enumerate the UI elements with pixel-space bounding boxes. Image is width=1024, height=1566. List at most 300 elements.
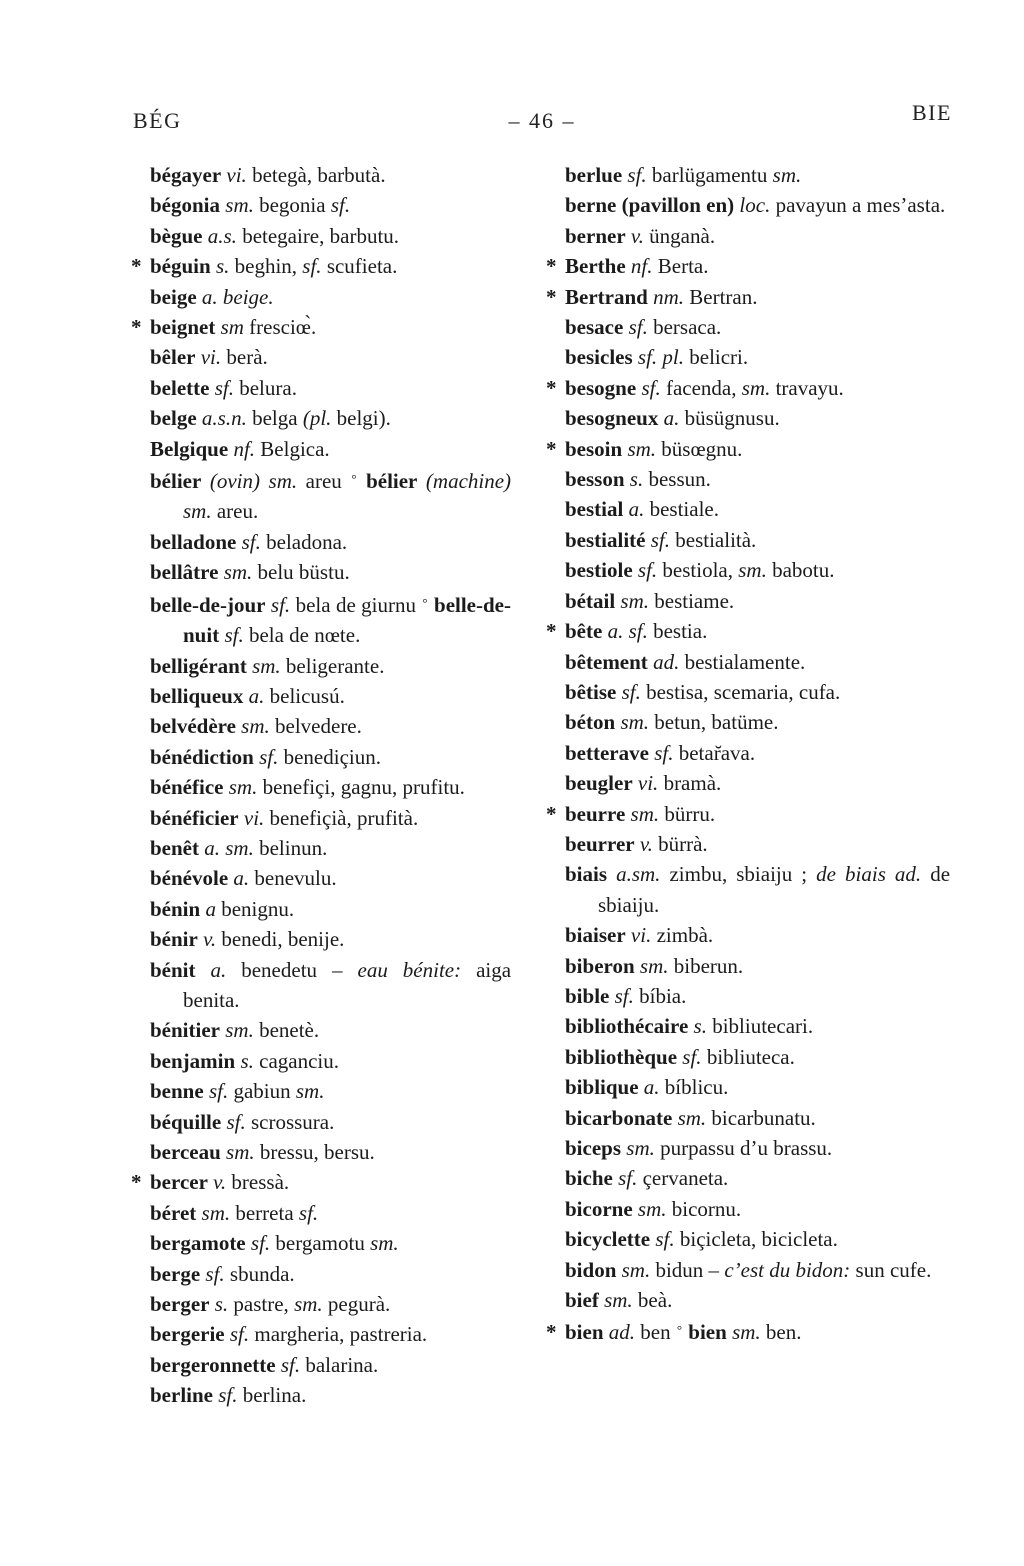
headword: bêler [150, 345, 196, 370]
dictionary-entry [546, 282, 950, 312]
dictionary-entry [546, 1194, 950, 1224]
headword: benêt [150, 835, 199, 860]
grammar-label: sm. [626, 1136, 655, 1160]
headword: belliqueux [150, 683, 244, 708]
homonym-separator: ° [351, 471, 357, 487]
grammar-label: sf. [250, 1231, 271, 1256]
dictionary-entry [131, 803, 511, 833]
dictionary-entry [546, 464, 950, 494]
grammar-label: sm. [223, 560, 253, 585]
dictionary-entry [131, 894, 511, 924]
headword: Bertrand [565, 284, 648, 309]
star-marker: * [546, 1320, 557, 1345]
grammar-label: sm. [620, 710, 650, 735]
headword: beurre [565, 801, 626, 826]
grammar-label: sm. [226, 1140, 255, 1164]
translation: belga [252, 406, 298, 431]
star-marker: * [546, 284, 557, 309]
translation: belicri. [689, 345, 749, 370]
star-marker: * [546, 375, 557, 400]
headword: bicorne [565, 1196, 633, 1221]
headword: Berthe [565, 254, 626, 279]
dictionary-entry [546, 1315, 950, 1347]
translation: Bertran. [689, 284, 758, 309]
header-right-guide-word: BIE [912, 100, 952, 125]
headword: besoin [565, 436, 623, 461]
grammar-label: a. [663, 406, 680, 431]
translation: purpassu d’u brassu. [660, 1136, 833, 1160]
translation: bestialità. [675, 527, 757, 552]
translation: scrossura. [250, 1109, 335, 1134]
grammar-label: sm. [604, 1288, 633, 1313]
grammar-label: v. [203, 927, 217, 952]
dictionary-entry [131, 1015, 511, 1045]
translation: belgi). [336, 406, 391, 431]
dictionary-entry [131, 1319, 511, 1349]
headword: bénin [150, 896, 201, 921]
headword: besson [565, 467, 625, 492]
dictionary-entry [131, 403, 511, 433]
translation: bestia. [653, 619, 708, 644]
dictionary-entry [546, 373, 950, 403]
grammar-label: sf. [259, 744, 279, 769]
translation: berlina. [242, 1383, 307, 1408]
grammar-label: v. [213, 1170, 227, 1195]
headword: beige [150, 284, 197, 309]
grammar-label: sf. [218, 1383, 238, 1408]
translation: caganciu. [259, 1048, 339, 1073]
headword: bien [565, 1320, 604, 1345]
dictionary-entry [546, 1042, 950, 1072]
dictionary-entry [131, 742, 511, 772]
grammar-label: sm. [225, 1018, 254, 1043]
translation: benevulu. [254, 866, 337, 891]
grammar-label: sf. [205, 1261, 225, 1286]
dictionary-entry [131, 312, 511, 342]
headword: bêtement [565, 649, 648, 674]
headword: belle-de-nuit [183, 592, 511, 648]
headword: bestiole [565, 558, 633, 583]
translation: bestisa, scemaria, cufa. [646, 679, 841, 704]
headword: bénit [150, 957, 196, 982]
translation: sbunda. [229, 1261, 295, 1286]
grammar-label: a [205, 896, 216, 921]
translation: aiga benita. [183, 957, 512, 1012]
dictionary-entry [131, 1198, 511, 1228]
translation: büsœgnu. [661, 436, 743, 461]
headword: berner [565, 223, 626, 248]
dictionary-entry [546, 1072, 950, 1102]
dictionary-entry [131, 833, 511, 863]
dictionary-entry [131, 772, 511, 802]
grammar-label: sm. [225, 193, 254, 218]
headword: bibliothécaire [565, 1014, 689, 1039]
translation: benediçiun. [283, 744, 381, 769]
headword: biblique [565, 1075, 639, 1100]
dictionary-entry [546, 981, 950, 1011]
grammar-label: sm. [639, 953, 669, 978]
grammar-label: nf. [630, 254, 653, 279]
headword: bégonia [150, 193, 221, 218]
grammar-label: a. [201, 284, 218, 309]
grammar-label: (ovin) [209, 469, 260, 494]
dictionary-entry [131, 434, 511, 464]
dictionary-entry [546, 829, 950, 859]
grammar-label: sf. [214, 375, 234, 400]
grammar-label: a. [248, 683, 265, 708]
grammar-label: sf. [302, 254, 322, 279]
grammar-label: vi. [226, 163, 247, 187]
dictionary-entry [546, 1011, 950, 1041]
dictionary-entry [546, 221, 950, 251]
translation: belu büstu. [257, 560, 350, 585]
grammar-label: s. [215, 254, 230, 279]
translation: bibliuteca. [706, 1044, 795, 1069]
header-page-number: – 46 – [508, 108, 576, 133]
grammar-label: sm. [637, 1196, 667, 1221]
dictionary-entry [546, 951, 950, 981]
grammar-label: sm. [738, 558, 767, 583]
headword: besogneux [565, 406, 659, 431]
grammar-label: ad. [653, 649, 680, 674]
dictionary-entry [131, 373, 511, 403]
grammar-label: sf. [241, 529, 261, 554]
translation: areu [305, 469, 342, 494]
grammar-label: a.s. [207, 223, 237, 248]
translation: bressà. [231, 1170, 290, 1195]
headword: bénédiction [150, 744, 254, 769]
translation: berreta [235, 1200, 294, 1225]
headword: berlue [565, 163, 623, 187]
dictionary-entry [131, 711, 511, 741]
translation: benedi, benije. [221, 927, 345, 952]
translation: pastre, [233, 1292, 289, 1317]
dictionary-entry [131, 1259, 511, 1289]
headword: beignet [150, 315, 216, 340]
grammar-label: de biais ad. [816, 862, 922, 887]
translation: beligerante. [285, 653, 385, 678]
grammar-label: sf. [650, 527, 670, 552]
grammar-label: beige. [222, 284, 274, 309]
headword: bief [565, 1288, 599, 1313]
grammar-label: vi. [637, 771, 659, 796]
grammar-label: sf. [298, 1200, 319, 1225]
star-marker: * [546, 254, 557, 279]
dictionary-entry [131, 1289, 511, 1319]
grammar-label: (machine) [425, 469, 512, 494]
translation: babotu. [772, 558, 835, 583]
headword: bicyclette [565, 1227, 651, 1252]
translation: bressu, bersu. [259, 1140, 375, 1164]
grammar-label: sf. [641, 375, 661, 400]
translation: bidun – [655, 1257, 720, 1282]
dictionary-entry [131, 464, 511, 527]
grammar-label: sm. [370, 1231, 399, 1256]
headword: bégayer [150, 163, 222, 187]
headword: bercer [150, 1170, 208, 1195]
translation: beghin, [234, 254, 298, 279]
translation: belinun. [259, 835, 328, 860]
headword: belligérant [150, 653, 247, 678]
grammar-label: a.sm. [616, 862, 661, 887]
translation: bessun. [648, 467, 711, 492]
grammar-label: sf. [618, 1166, 638, 1191]
translation: benefiçià, prufità. [269, 805, 419, 830]
translation: bestiale. [649, 497, 719, 522]
translation: belura. [239, 375, 297, 400]
dictionary-entry [131, 342, 511, 372]
grammar-label: sf. [330, 193, 351, 218]
translation: büsügnusu. [684, 406, 780, 431]
grammar-label: sm. [201, 1200, 231, 1225]
translation: biçicleta, bicicleta. [679, 1227, 838, 1252]
translation: ben [640, 1320, 671, 1345]
translation: benedetu – [241, 957, 343, 982]
dictionary-entry [131, 282, 511, 312]
translation: bela de giurnu [295, 592, 416, 617]
translation: benetè. [259, 1018, 320, 1043]
translation: betegaire, barbutu. [242, 223, 400, 248]
dictionary-entry [546, 342, 950, 372]
translation: belicusú. [269, 683, 345, 708]
grammar-label: sf. [621, 679, 641, 704]
translation: bíbia. [639, 983, 687, 1008]
headword: beurrer [565, 831, 635, 856]
dictionary-entry [546, 707, 950, 737]
headword: bélier [366, 469, 418, 494]
grammar-label: sm [220, 315, 244, 340]
dictionary-entry [131, 527, 511, 557]
dictionary-entry [546, 555, 950, 585]
headword: bénéficier [150, 805, 239, 830]
translation: ünganà. [649, 223, 716, 248]
homonym-separator: ° [422, 594, 428, 610]
headword: bestialité [565, 527, 646, 552]
grammar-label: sm. [252, 653, 281, 678]
dictionary-entry [131, 557, 511, 587]
translation: betun, batüme. [654, 710, 779, 735]
headword: besicles [565, 345, 633, 370]
grammar-label: sm. [183, 499, 212, 524]
dictionary-entry [546, 586, 950, 616]
dictionary-entry [546, 190, 950, 220]
dictionary-entry [131, 190, 511, 220]
dictionary-entry [546, 525, 950, 555]
grammar-label: s. [214, 1292, 229, 1317]
grammar-label: a.s.n. [201, 406, 247, 431]
headword: bible [565, 983, 610, 1008]
headword: bidon [565, 1257, 617, 1282]
grammar-label: sf. [229, 1322, 250, 1347]
headword: bénir [150, 927, 198, 952]
grammar-label: sf. [208, 1079, 229, 1104]
dictionary-entry [546, 738, 950, 768]
headword: bête [565, 619, 603, 644]
grammar-label: sm. [241, 714, 270, 739]
headword: bergerie [150, 1322, 225, 1347]
headword: Belgique [150, 436, 229, 461]
dictionary-entry [546, 312, 950, 342]
dictionary-entry [546, 677, 950, 707]
grammar-label: sm. [294, 1292, 323, 1317]
grammar-label: vi. [200, 345, 222, 370]
grammar-label: sf. [654, 740, 674, 765]
star-marker: * [131, 254, 142, 279]
translation: balarina. [305, 1352, 379, 1377]
dictionary-entry [131, 588, 511, 651]
dictionary-entry [546, 1255, 950, 1285]
star-marker: * [546, 619, 557, 644]
headword: bicarbonate [565, 1105, 673, 1130]
grammar-label: sf. pl. [637, 345, 684, 370]
translation: facenda, [665, 375, 737, 400]
grammar-label: vi. [243, 805, 265, 830]
headword: bélier [150, 469, 202, 494]
dictionary-entry [131, 1137, 511, 1167]
translation: betar̆ava. [678, 740, 756, 765]
headword: belette [150, 375, 210, 400]
dictionary-entry [546, 799, 950, 829]
translation: bela de nœte. [248, 623, 361, 648]
translation: areu. [216, 499, 259, 524]
translation: fresciœ̀. [249, 315, 317, 340]
translation: benefiçi, gagnu, prufitu. [262, 775, 465, 800]
grammar-label: sm. [620, 588, 650, 613]
headword: belvédère [150, 714, 236, 739]
grammar-label: a. [233, 866, 250, 891]
grammar-label: sf. [280, 1352, 301, 1377]
grammar-label: ad. [608, 1320, 636, 1345]
headword: bestial [565, 497, 624, 522]
grammar-label: sm. [268, 469, 298, 494]
grammar-label: vi. [630, 923, 652, 948]
translation: barlügamentu [651, 163, 768, 187]
headword: berline [150, 1383, 213, 1408]
dictionary-entry [131, 863, 511, 893]
grammar-label: sm. [621, 1257, 651, 1282]
column-left [131, 160, 511, 1411]
headword: bellâtre [150, 560, 219, 585]
grammar-label: s. [240, 1048, 254, 1073]
translation: begonia [259, 193, 326, 218]
translation: belvedere. [275, 714, 362, 739]
translation: Berta. [657, 254, 709, 279]
dictionary-entry [546, 1163, 950, 1193]
grammar-label: nm. [653, 284, 684, 309]
grammar-label: sm. [627, 436, 657, 461]
star-marker: * [546, 436, 557, 461]
grammar-label: a. [643, 1075, 660, 1100]
grammar-label: sf. [628, 315, 648, 340]
translation: scufieta. [326, 254, 398, 279]
grammar-label: sm. [677, 1105, 707, 1130]
grammar-label: sm. [741, 375, 771, 400]
translation: pavayun a mes’asta. [775, 193, 946, 218]
column-right [546, 160, 950, 1348]
translation: bergamotu [275, 1231, 365, 1256]
translation: pegurà. [327, 1292, 391, 1317]
grammar-label: v. [639, 831, 653, 856]
star-marker: * [546, 801, 557, 826]
dictionary-entry [546, 494, 950, 524]
translation: bibliutecari. [712, 1014, 814, 1039]
grammar-label: sf. [682, 1044, 702, 1069]
headword: biais [565, 862, 608, 887]
dictionary-entry [546, 616, 950, 646]
translation: bürru. [664, 801, 716, 826]
translation: benignu. [221, 896, 295, 921]
grammar-label: (pl. [302, 406, 332, 431]
star-marker: * [131, 315, 142, 340]
homonym-separator: ° [676, 1322, 683, 1338]
grammar-label: a. [210, 957, 227, 982]
translation: çervaneta. [642, 1166, 729, 1191]
headword: belge [150, 406, 197, 431]
headword: biche [565, 1166, 613, 1191]
grammar-label: sf. [655, 1227, 675, 1252]
dictionary-entry [546, 920, 950, 950]
grammar-label: v. [630, 223, 644, 248]
headword: bénévole [150, 866, 229, 891]
headword: belladone [150, 529, 237, 554]
grammar-label: sm. [295, 1079, 325, 1104]
grammar-label: a. [628, 497, 645, 522]
translation: travayu. [775, 375, 844, 400]
grammar-label: sf. [637, 558, 658, 583]
dictionary-entry [131, 1107, 511, 1137]
headword: bergeronnette [150, 1352, 276, 1377]
grammar-label: nf. [233, 436, 256, 461]
headword: béquille [150, 1109, 222, 1134]
dictionary-entry [131, 1167, 511, 1197]
dictionary-entry [546, 1103, 950, 1133]
translation: zimbu, sbiaiju ; [669, 862, 808, 887]
translation: margheria, pastreria. [254, 1322, 428, 1347]
dictionary-entry [546, 1224, 950, 1254]
dictionary-entry [131, 924, 511, 954]
headword: besace [565, 315, 624, 340]
grammar-label: s. [693, 1014, 707, 1039]
grammar-label: s. [629, 467, 644, 492]
dictionary-entry [546, 434, 950, 464]
translation: bramà. [663, 771, 722, 796]
dictionary-entry [131, 251, 511, 281]
headword: berne (pavillon en) [565, 193, 735, 218]
translation: beà. [637, 1288, 673, 1313]
headword: béton [565, 710, 616, 735]
grammar-label: sf. [270, 592, 291, 617]
translation: bersaca. [653, 315, 722, 340]
headword: bénitier [150, 1018, 220, 1043]
headword: béret [150, 1200, 197, 1225]
headword: beugler [565, 771, 633, 796]
headword: benjamin [150, 1048, 236, 1073]
headword: berge [150, 1261, 201, 1286]
star-marker: * [131, 1170, 142, 1195]
dictionary-entry [131, 1350, 511, 1380]
dictionary-entry [131, 1380, 511, 1410]
grammar-label: sm. [772, 163, 802, 187]
grammar-label: eau bénite: [357, 957, 462, 982]
headword: bétail [565, 588, 616, 613]
grammar-label: sm. [630, 801, 660, 826]
translation: bestiame. [654, 588, 735, 613]
headword: berger [150, 1292, 210, 1317]
grammar-label: sf. [627, 163, 647, 187]
headword: bergamote [150, 1231, 246, 1256]
headword: bénéfice [150, 775, 224, 800]
headword: belle-de-jour [150, 592, 266, 617]
